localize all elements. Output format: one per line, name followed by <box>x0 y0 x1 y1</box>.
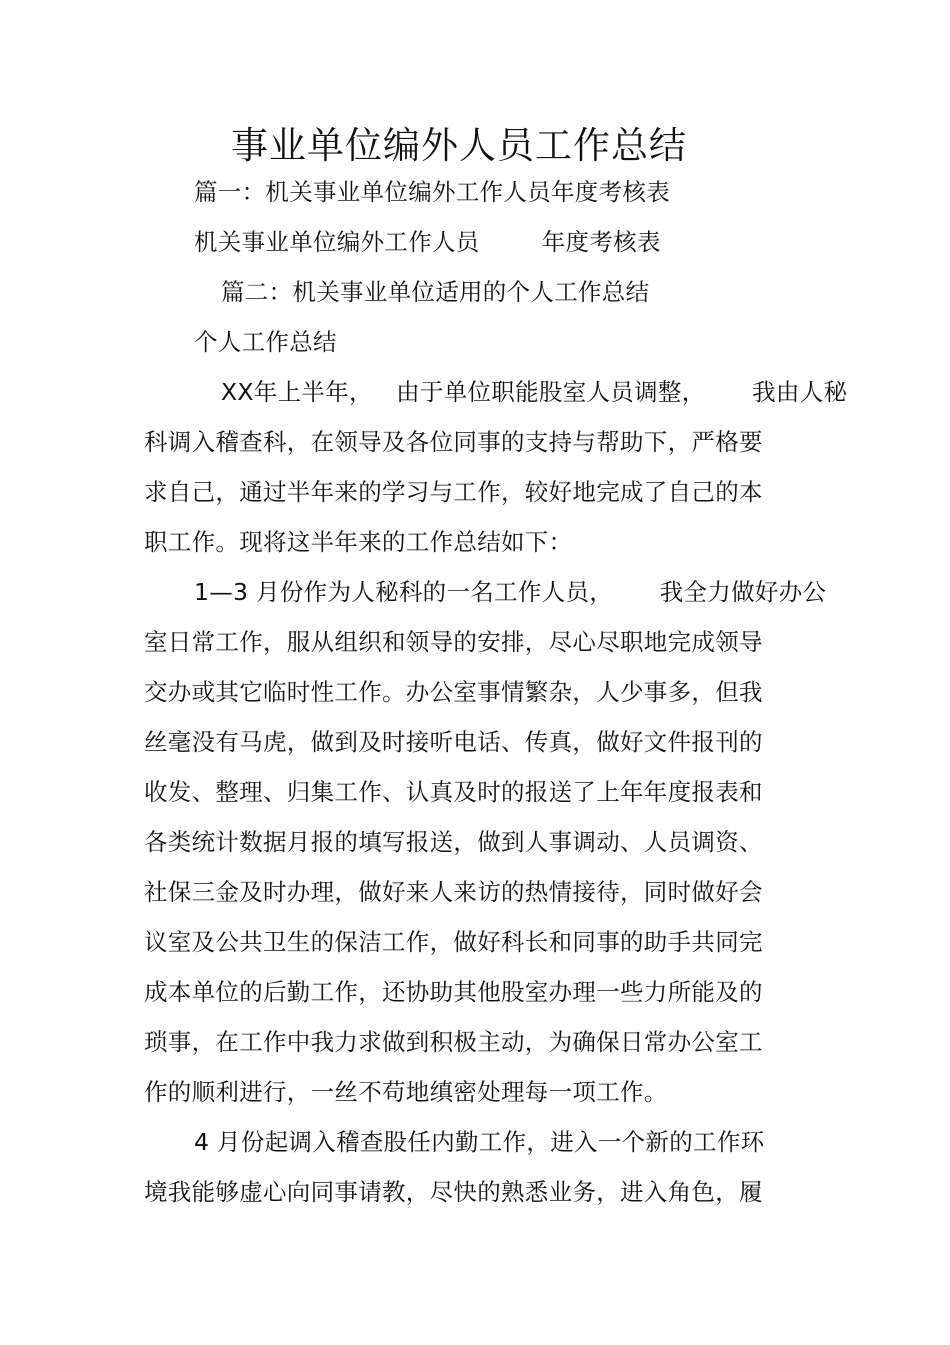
text-line: 求自己，通过半年来的学习与工作，较好地完成了自己的本 <box>144 478 763 506</box>
text-line: 收发、整理、归集工作、认真及时的报送了上年年度报表和 <box>144 778 763 806</box>
text-line: 职工作。现将这半年来的工作总结如下： <box>144 528 573 556</box>
text-line: 琐事，在工作中我力求做到积极主动，为确保日常办公室工 <box>144 1028 763 1056</box>
text-line: 社保三金及时办理，做好来人来访的热情接待，同时做好会 <box>144 878 763 906</box>
text-line: 机关事业单位编外工作人员 年度考核表 <box>194 228 661 256</box>
text-line: 1—3 月份作为人秘科的一名工作人员， 我全力做好办公 <box>194 578 827 606</box>
text-line: 室日常工作，服从组织和领导的安排，尽心尽职地完成领导 <box>144 628 763 656</box>
text-line: 各类统计数据月报的填写报送，做到人事调动、人员调资、 <box>144 828 763 856</box>
text-line: XX年上半年， 由于单位职能股室人员调整， 我由人秘 <box>221 378 848 406</box>
text-line: 议室及公共卫生的保洁工作，做好科长和同事的助手共同完 <box>144 928 763 956</box>
text-line: 篇一：机关事业单位编外工作人员年度考核表 <box>194 178 670 206</box>
text-line: 丝毫没有马虎，做到及时接听电话、传真，做好文件报刊的 <box>144 728 763 756</box>
text-line: 作的顺利进行，一丝不苟地缜密处理每一项工作。 <box>144 1078 668 1106</box>
text-line: 境我能够虚心向同事请教，尽快的熟悉业务，进入角色，履 <box>144 1178 763 1206</box>
text-line: 个人工作总结 <box>194 328 337 356</box>
text-line: 4 月份起调入稽查股任内勤工作，进入一个新的工作环 <box>194 1128 765 1156</box>
text-line: 交办或其它临时性工作。办公室事情繁杂，人少事多，但我 <box>144 678 763 706</box>
text-line: 科调入稽查科，在领导及各位同事的支持与帮助下，严格要 <box>144 428 763 456</box>
text-line: 篇二：机关事业单位适用的个人工作总结 <box>221 278 650 306</box>
document-title: 事业单位编外人员工作总结 <box>231 124 687 167</box>
text-line: 成本单位的后勤工作，还协助其他股室办理一些力所能及的 <box>144 978 763 1006</box>
